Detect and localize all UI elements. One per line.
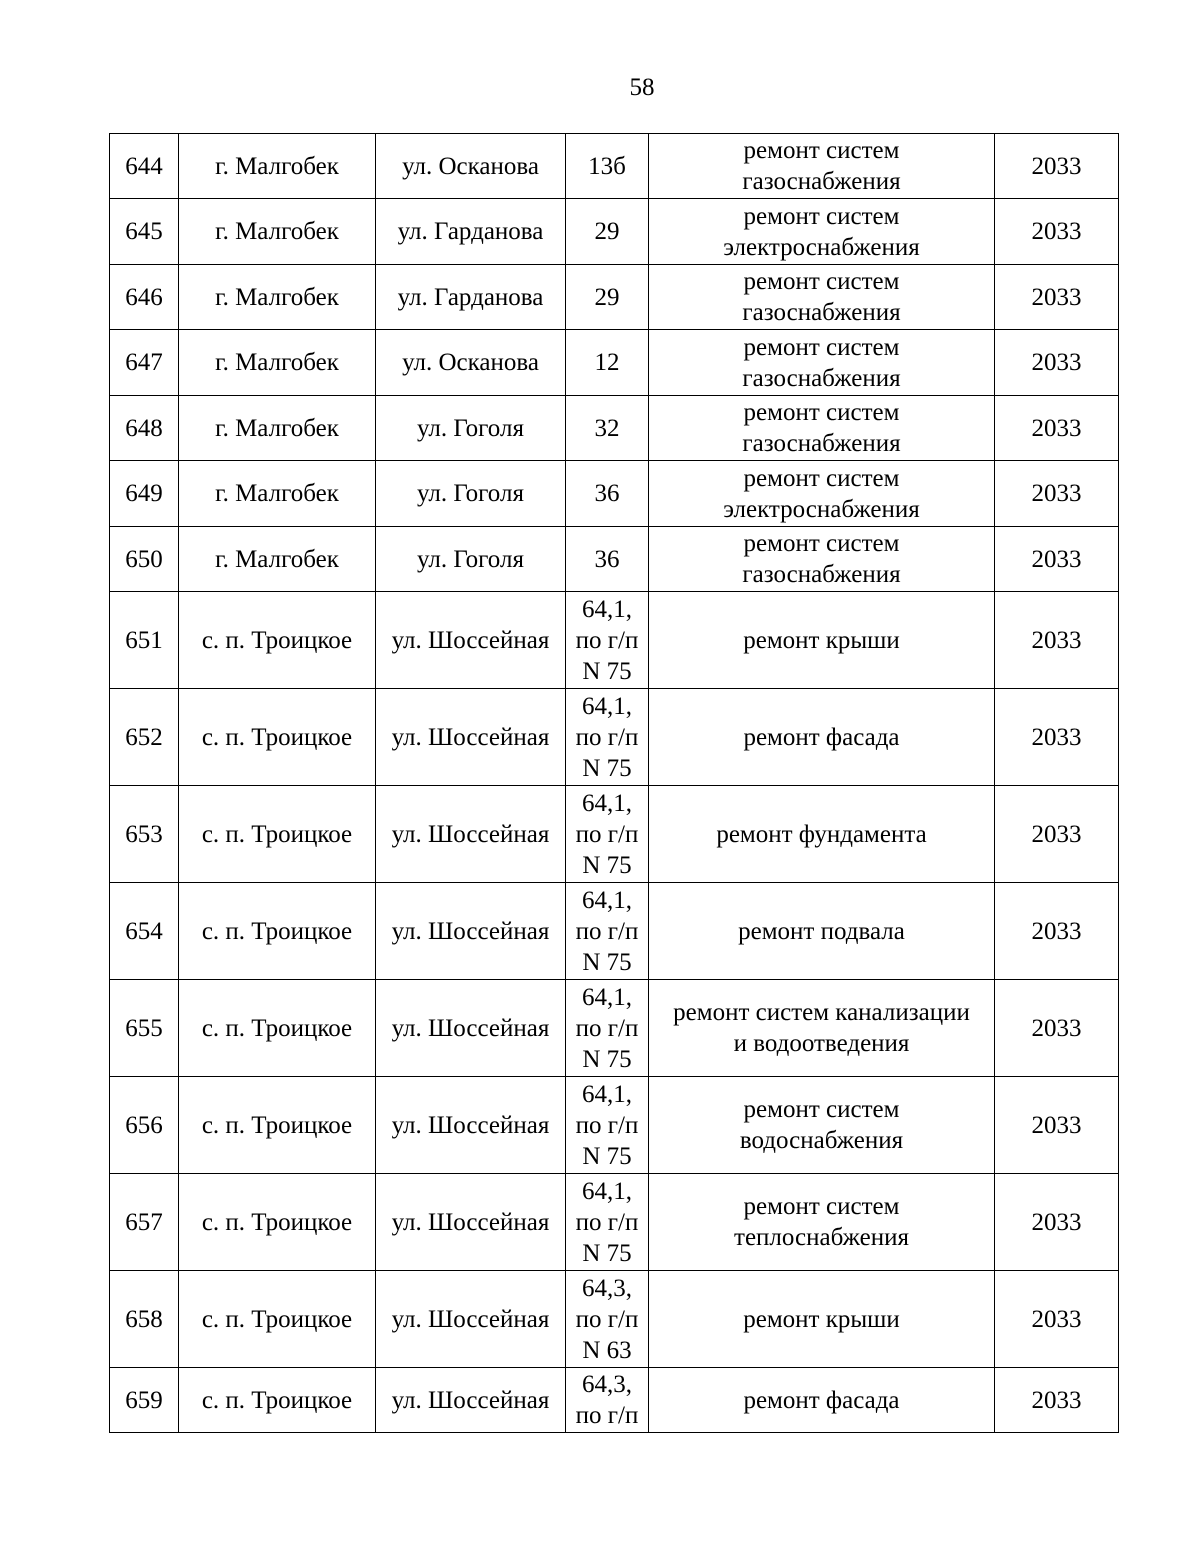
house-cell	[566, 527, 649, 592]
locality-cell: с. п. Троицкое	[179, 1077, 376, 1174]
work-type-cell	[649, 134, 995, 199]
street-cell: ул. Гоголя	[376, 527, 566, 592]
house-cell-line: по г/п	[575, 626, 639, 654]
house-cell-line: 12	[594, 349, 620, 376]
street-cell: ул. Гарданова	[376, 199, 566, 265]
work-type-cell-line: ремонт систем	[743, 137, 900, 164]
street-cell: ул. Шоссейная	[376, 1174, 566, 1271]
house-cell-line: 64,1,	[582, 1080, 632, 1108]
page-number: 58	[629, 74, 655, 101]
table-row	[110, 786, 1119, 883]
street-cell: ул. Шоссейная	[376, 1368, 566, 1433]
house-cell-line: N 75	[582, 1239, 632, 1267]
locality-cell: г. Малгобек	[179, 199, 376, 265]
year-cell: 2033	[995, 265, 1119, 330]
house-cell-line: по г/п	[575, 1111, 639, 1139]
table-row	[110, 592, 1119, 689]
year-cell: 2033	[995, 883, 1119, 980]
house-cell	[566, 883, 649, 980]
work-type-cell-line: ремонт систем	[743, 268, 900, 295]
house-cell-line: по г/п	[575, 820, 639, 848]
work-type-cell-line: ремонт систем	[743, 202, 900, 230]
year-cell: 2033	[995, 1368, 1119, 1433]
row-number: 649	[110, 461, 179, 527]
work-type-cell	[649, 883, 995, 980]
table-row	[110, 1368, 1119, 1433]
work-type-cell-line: и водоотведения	[733, 1030, 910, 1057]
street-cell: ул. Гоголя	[376, 461, 566, 527]
work-type-cell-line: ремонт крыши	[743, 1305, 900, 1333]
year-cell: 2033	[995, 461, 1119, 527]
house-cell-line: по г/п	[575, 1305, 639, 1333]
row-number: 647	[110, 330, 179, 396]
work-type-cell-line: ремонт систем	[743, 530, 900, 557]
work-type-cell-line: ремонт систем	[743, 1193, 900, 1220]
locality-cell: с. п. Троицкое	[179, 1271, 376, 1368]
year-cell: 2033	[995, 1271, 1119, 1368]
locality-cell: с. п. Троицкое	[179, 786, 376, 883]
house-cell	[566, 1077, 649, 1174]
year-cell: 2033	[995, 199, 1119, 265]
house-cell-line: N 75	[582, 1142, 632, 1170]
work-type-cell	[649, 1077, 995, 1174]
street-cell: ул. Шоссейная	[376, 980, 566, 1077]
house-cell-line: 29	[594, 218, 620, 245]
house-cell-line: 64,1,	[582, 789, 632, 817]
row-number: 659	[110, 1368, 179, 1433]
row-number: 657	[110, 1174, 179, 1271]
street-cell: ул. Шоссейная	[376, 1271, 566, 1368]
row-number: 648	[110, 396, 179, 461]
table-row	[110, 689, 1119, 786]
house-cell	[566, 1174, 649, 1271]
repair-schedule-table	[109, 133, 1119, 1433]
work-type-cell-line: ремонт фасада	[743, 1386, 900, 1414]
work-type-cell-line: ремонт фундамента	[716, 820, 927, 848]
locality-cell: г. Малгобек	[179, 330, 376, 396]
table-row	[110, 1174, 1119, 1271]
work-type-cell	[649, 461, 995, 527]
house-cell-line: по г/п	[575, 1014, 639, 1042]
row-number: 654	[110, 883, 179, 980]
house-cell	[566, 134, 649, 199]
row-number: 651	[110, 592, 179, 689]
locality-cell: с. п. Троицкое	[179, 1368, 376, 1433]
work-type-cell-line: ремонт систем	[743, 333, 900, 361]
table-row	[110, 199, 1119, 265]
street-cell: ул. Гоголя	[376, 396, 566, 461]
house-cell-line: по г/п	[575, 917, 639, 945]
house-cell-line: 13б	[588, 152, 626, 180]
year-cell: 2033	[995, 980, 1119, 1077]
house-cell-line: N 75	[582, 948, 632, 976]
street-cell: ул. Шоссейная	[376, 592, 566, 689]
table-row	[110, 527, 1119, 592]
table-body	[110, 134, 1119, 1433]
table-row	[110, 1077, 1119, 1174]
work-type-cell	[649, 1271, 995, 1368]
house-cell-line: N 75	[582, 657, 632, 685]
house-cell	[566, 1368, 649, 1433]
row-number: 646	[110, 265, 179, 330]
locality-cell: г. Малгобек	[179, 461, 376, 527]
work-type-cell-line: водоснабжения	[739, 1127, 904, 1154]
house-cell-line: 64,1,	[582, 886, 632, 914]
work-type-cell	[649, 199, 995, 265]
table-row	[110, 330, 1119, 396]
work-type-cell-line: электроснабжения	[723, 233, 920, 261]
house-cell-line: N 75	[582, 1045, 632, 1073]
locality-cell: г. Малгобек	[179, 265, 376, 330]
house-cell-line: 64,1,	[582, 595, 632, 623]
street-cell: ул. Осканова	[376, 330, 566, 396]
work-type-cell	[649, 265, 995, 330]
house-cell-line: 32	[594, 414, 620, 442]
street-cell: ул. Гарданова	[376, 265, 566, 330]
table-row	[110, 1271, 1119, 1368]
work-type-cell-line: ремонт систем	[743, 1096, 900, 1123]
work-type-cell	[649, 330, 995, 396]
year-cell: 2033	[995, 527, 1119, 592]
street-cell: ул. Осканова	[376, 134, 566, 199]
locality-cell: г. Малгобек	[179, 396, 376, 461]
year-cell: 2033	[995, 396, 1119, 461]
house-cell-line: 64,1,	[582, 983, 632, 1011]
row-number: 650	[110, 527, 179, 592]
house-cell-line: 29	[594, 283, 620, 311]
locality-cell: г. Малгобек	[179, 134, 376, 199]
row-number: 652	[110, 689, 179, 786]
year-cell: 2033	[995, 134, 1119, 199]
work-type-cell-line: ремонт систем	[743, 464, 900, 492]
row-number: 658	[110, 1271, 179, 1368]
table-row	[110, 980, 1119, 1077]
work-type-cell	[649, 1174, 995, 1271]
work-type-cell-line: газоснабжения	[742, 561, 901, 588]
table-row	[110, 461, 1119, 527]
work-type-cell-line: теплоснабжения	[734, 1224, 909, 1251]
work-type-cell-line: ремонт систем	[743, 399, 900, 426]
street-cell: ул. Шоссейная	[376, 883, 566, 980]
street-cell: ул. Шоссейная	[376, 786, 566, 883]
work-type-cell	[649, 786, 995, 883]
locality-cell: с. п. Троицкое	[179, 980, 376, 1077]
house-cell-line: N 63	[582, 1336, 632, 1364]
table-row	[110, 265, 1119, 330]
row-number: 645	[110, 199, 179, 265]
work-type-cell	[649, 1368, 995, 1433]
work-type-cell-line: газоснабжения	[742, 168, 901, 195]
work-type-cell	[649, 396, 995, 461]
house-cell-line: 64,1,	[582, 1177, 632, 1205]
table-row	[110, 883, 1119, 980]
house-cell	[566, 689, 649, 786]
work-type-cell-line: газоснабжения	[742, 430, 901, 457]
house-cell-line: 64,1,	[582, 692, 632, 720]
locality-cell: с. п. Троицкое	[179, 592, 376, 689]
house-cell	[566, 592, 649, 689]
house-cell	[566, 265, 649, 330]
house-cell-line: по г/п	[575, 1208, 639, 1236]
locality-cell: с. п. Троицкое	[179, 883, 376, 980]
locality-cell: с. п. Троицкое	[179, 689, 376, 786]
work-type-cell	[649, 980, 995, 1077]
house-cell	[566, 980, 649, 1077]
house-cell-line: 36	[594, 545, 620, 573]
work-type-cell	[649, 527, 995, 592]
house-cell	[566, 330, 649, 396]
work-type-cell-line: газоснабжения	[742, 299, 901, 326]
row-number: 656	[110, 1077, 179, 1174]
work-type-cell-line: ремонт крыши	[743, 626, 900, 654]
house-cell-line: по г/п	[575, 723, 639, 751]
work-type-cell-line: ремонт фасада	[743, 723, 900, 751]
house-cell	[566, 786, 649, 883]
work-type-cell-line: электроснабжения	[723, 495, 920, 523]
year-cell: 2033	[995, 330, 1119, 396]
year-cell: 2033	[995, 786, 1119, 883]
table-row	[110, 134, 1119, 199]
street-cell: ул. Шоссейная	[376, 1077, 566, 1174]
house-cell-line: N 75	[582, 851, 632, 879]
year-cell: 2033	[995, 1174, 1119, 1271]
locality-cell: с. п. Троицкое	[179, 1174, 376, 1271]
house-cell-line: по г/п	[575, 1402, 639, 1429]
work-type-cell-line: ремонт систем канализации	[673, 999, 970, 1026]
table-row	[110, 396, 1119, 461]
work-type-cell-line: газоснабжения	[742, 364, 901, 392]
row-number: 653	[110, 786, 179, 883]
street-cell: ул. Шоссейная	[376, 689, 566, 786]
work-type-cell-line: ремонт подвала	[738, 917, 905, 945]
house-cell	[566, 1271, 649, 1368]
work-type-cell	[649, 592, 995, 689]
year-cell: 2033	[995, 689, 1119, 786]
house-cell	[566, 461, 649, 527]
work-type-cell	[649, 689, 995, 786]
house-cell-line: 64,3,	[582, 1371, 632, 1398]
house-cell-line: N 75	[582, 754, 632, 782]
row-number: 655	[110, 980, 179, 1077]
house-cell	[566, 396, 649, 461]
house-cell-line: 64,3,	[582, 1274, 632, 1302]
year-cell: 2033	[995, 592, 1119, 689]
house-cell-line: 36	[594, 480, 620, 507]
year-cell: 2033	[995, 1077, 1119, 1174]
house-cell	[566, 199, 649, 265]
locality-cell: г. Малгобек	[179, 527, 376, 592]
row-number: 644	[110, 134, 179, 199]
